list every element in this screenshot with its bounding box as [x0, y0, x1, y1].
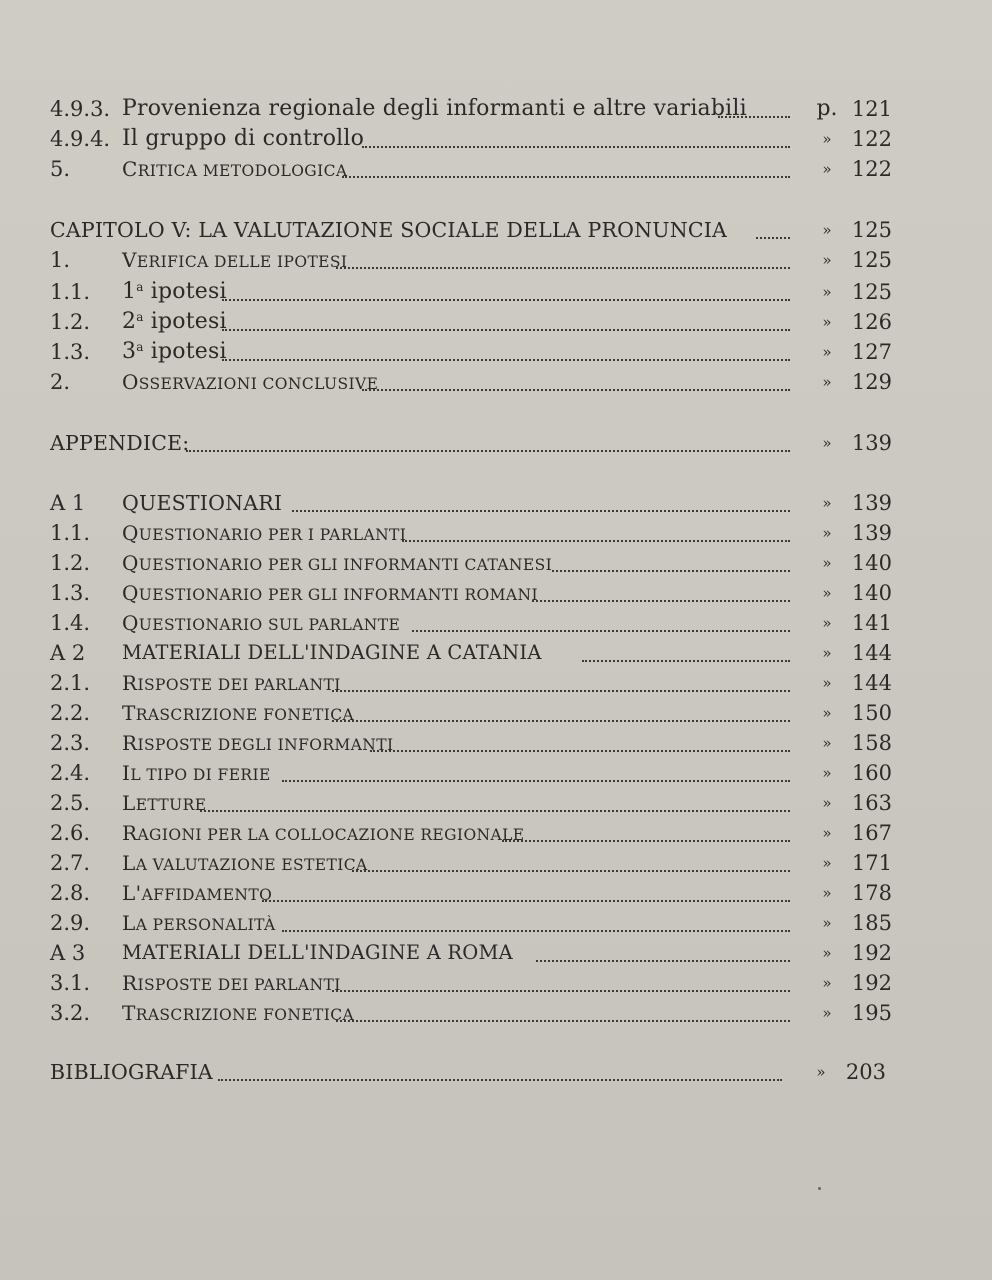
toc-entry: [0, 938, 992, 968]
dot-leader: [536, 938, 790, 962]
entry-number: 5.: [50, 157, 71, 181]
dot-leader: [412, 608, 790, 632]
toc-entry: [0, 608, 992, 638]
page-marker: »: [822, 674, 832, 692]
entry-number: 2.4.: [50, 761, 91, 785]
dot-leader: [370, 728, 790, 752]
entry-title: L'AFFIDAMENTO: [122, 881, 273, 905]
entry-title: OSSERVAZIONI CONCLUSIVE: [122, 370, 379, 394]
entry-title: QUESTIONARIO SUL PARLANTE: [122, 611, 401, 635]
dot-leader: [362, 367, 790, 391]
page-marker: »: [822, 614, 832, 632]
dot-leader: [200, 788, 790, 812]
entry-title: MATERIALI DELL'INDAGINE A CATANIA: [122, 641, 542, 664]
entry-number: 2.: [50, 370, 71, 394]
entry-number: 2.6.: [50, 821, 91, 845]
toc-entry: [0, 578, 992, 608]
page-marker: »: [822, 644, 832, 662]
page-marker: »: [822, 554, 832, 572]
entry-number: A 2: [50, 641, 86, 665]
page-number: 192: [851, 971, 892, 995]
page-number: 144: [851, 641, 892, 665]
page-marker: p.: [816, 96, 838, 121]
toc-entry: [0, 337, 992, 367]
page-number: 139: [851, 431, 892, 455]
entry-title: CRITICA METODOLOGICA: [122, 157, 348, 181]
entry-number: 1.3.: [50, 340, 91, 364]
page-number: 178: [851, 881, 892, 905]
page-number: 160: [851, 761, 892, 785]
page-marker: »: [822, 434, 832, 452]
dot-leader: [552, 548, 790, 572]
toc-entry: [0, 518, 992, 548]
dot-leader: [502, 818, 790, 842]
entry-title: MATERIALI DELL'INDAGINE A ROMA: [122, 941, 513, 964]
page-number: 121: [851, 97, 892, 121]
page-number: 163: [851, 791, 892, 815]
entry-title: 1$^a$ ipotesi: [122, 279, 227, 304]
section-title: APPENDICE:: [50, 431, 190, 455]
toc-entry: [0, 788, 992, 818]
entry-title: Il gruppo di controllo: [122, 126, 365, 151]
page-marker: »: [816, 1063, 826, 1081]
page-marker: »: [822, 884, 832, 902]
entry-title: IL TIPO DI FERIE: [122, 761, 271, 785]
toc-chapter-entry: [0, 215, 992, 245]
section-title: BIBLIOGRAFIA: [50, 1060, 213, 1084]
page-marker: »: [822, 130, 832, 148]
toc-entry: [0, 908, 992, 938]
entry-number: 1.: [50, 248, 71, 272]
entry-title: QUESTIONARIO PER I PARLANTI: [122, 521, 407, 545]
page-marker: »: [822, 494, 832, 512]
page-marker: »: [822, 704, 832, 722]
entry-title: TRASCRIZIONE FONETICA: [122, 1001, 355, 1025]
toc-entry: [0, 668, 992, 698]
entry-title: QUESTIONARI: [122, 491, 283, 515]
page-number: 122: [851, 127, 892, 151]
entry-number: 1.1.: [50, 280, 91, 304]
toc-entry: [0, 698, 992, 728]
dot-leader: [332, 698, 790, 722]
entry-title: 2$^a$ ipotesi: [122, 309, 227, 334]
page-number: 192: [851, 941, 892, 965]
entry-title: RISPOSTE DEI PARLANTI: [122, 971, 341, 995]
dot-leader: [402, 518, 790, 542]
page-marker: »: [822, 313, 832, 331]
page-number: 140: [851, 581, 892, 605]
dot-leader: [222, 277, 790, 301]
page-number: 126: [851, 310, 892, 334]
entry-number: 2.8.: [50, 881, 91, 905]
page-number: 125: [851, 248, 892, 272]
toc-entry: [0, 848, 992, 878]
page-number: 141: [851, 611, 892, 635]
entry-number: A 1: [50, 491, 86, 515]
page-number: 125: [851, 218, 892, 242]
entry-number: 4.9.4.: [50, 127, 111, 151]
chapter-title: CAPITOLO V: LA VALUTAZIONE SOCIALE DELLA PRONUNCIA: [50, 218, 728, 242]
page-number: 129: [851, 370, 892, 394]
dot-leader: [186, 428, 790, 452]
dot-leader: [332, 668, 790, 692]
toc-entry: [0, 94, 992, 124]
toc-entry: [0, 878, 992, 908]
entry-number: 4.9.3.: [50, 97, 111, 121]
page-number: 195: [851, 1001, 892, 1025]
paper-speck: [818, 1187, 821, 1190]
toc-section-entry: [0, 428, 992, 458]
toc-entry: [0, 367, 992, 397]
toc-entry: [0, 638, 992, 668]
entry-number: 2.5.: [50, 791, 91, 815]
entry-number: 1.2.: [50, 310, 91, 334]
page-marker: »: [822, 974, 832, 992]
page-number: 167: [851, 821, 892, 845]
toc-entry: [0, 728, 992, 758]
entry-title: Provenienza regionale degli informanti e altre variabili: [122, 96, 747, 121]
toc-entry: [0, 245, 992, 275]
dot-leader: [352, 848, 790, 872]
page-number: 127: [851, 340, 892, 364]
entry-title: 3$^a$ ipotesi: [122, 339, 227, 364]
page-marker: »: [822, 524, 832, 542]
page-marker: »: [822, 734, 832, 752]
page-marker: »: [822, 343, 832, 361]
page-number: 158: [851, 731, 892, 755]
toc-section-entry: [0, 1057, 992, 1087]
entry-number: 3.1.: [50, 971, 91, 995]
page-marker: »: [822, 251, 832, 269]
entry-title: LA VALUTAZIONE ESTETICA: [122, 851, 368, 875]
entry-title: RAGIONI PER LA COLLOCAZIONE REGIONALE: [122, 821, 525, 845]
entry-number: 3.2.: [50, 1001, 91, 1025]
page-number: 122: [851, 157, 892, 181]
toc-entry: [0, 818, 992, 848]
entry-number: 2.3.: [50, 731, 91, 755]
dot-leader: [362, 124, 790, 148]
toc-entry: [0, 124, 992, 154]
entry-title: LETTURE: [122, 791, 207, 815]
page-marker: »: [822, 160, 832, 178]
page-number: 139: [851, 521, 892, 545]
entry-number: 1.4.: [50, 611, 91, 635]
entry-number: 2.7.: [50, 851, 91, 875]
dot-leader: [292, 488, 790, 512]
dot-leader: [336, 998, 790, 1022]
entry-number: 1.3.: [50, 581, 91, 605]
page-number: 203: [845, 1060, 886, 1084]
page-number: 125: [851, 280, 892, 304]
entry-title: QUESTIONARIO PER GLI INFORMANTI ROMANI: [122, 581, 538, 605]
toc-entry: [0, 758, 992, 788]
dot-leader: [282, 908, 790, 932]
entry-title: TRASCRIZIONE FONETICA: [122, 701, 355, 725]
page-marker: »: [822, 824, 832, 842]
entry-title: QUESTIONARIO PER GLI INFORMANTI CATANESI: [122, 551, 553, 575]
toc-entry: [0, 998, 992, 1028]
page-marker: »: [822, 914, 832, 932]
page-marker: »: [822, 584, 832, 602]
page-number: 140: [851, 551, 892, 575]
dot-leader: [222, 337, 790, 361]
toc-entry: [0, 488, 992, 518]
page-number: 139: [851, 491, 892, 515]
page-marker: »: [822, 283, 832, 301]
entry-number: 1.1.: [50, 521, 91, 545]
entry-number: 1.2.: [50, 551, 91, 575]
page-marker: »: [822, 764, 832, 782]
page-marker: »: [822, 1004, 832, 1022]
entry-number: 2.9.: [50, 911, 91, 935]
page-marker: »: [822, 373, 832, 391]
dot-leader: [218, 1057, 782, 1081]
page-marker: »: [822, 221, 832, 239]
page-number: 144: [851, 671, 892, 695]
dot-leader: [222, 307, 790, 331]
dot-leader: [332, 968, 790, 992]
dot-leader: [532, 578, 790, 602]
toc-entry: [0, 968, 992, 998]
page-marker: »: [822, 944, 832, 962]
entry-number: 2.1.: [50, 671, 91, 695]
dot-leader: [342, 154, 790, 178]
entry-title: RISPOSTE DEGLI INFORMANTI: [122, 731, 394, 755]
dot-leader: [262, 878, 790, 902]
page-number: 150: [851, 701, 892, 725]
toc-entry: [0, 548, 992, 578]
dot-leader: [282, 758, 790, 782]
dot-leader: [582, 638, 790, 662]
dot-leader: [756, 215, 790, 239]
entry-title: RISPOSTE DEI PARLANTI: [122, 671, 341, 695]
entry-title: LA PERSONALITÀ: [122, 911, 276, 935]
entry-title: VERIFICA DELLE IPOTESI: [122, 248, 348, 272]
entry-number: A 3: [50, 941, 86, 965]
page-number: 171: [851, 851, 892, 875]
toc-entry: [0, 154, 992, 184]
page-number: 185: [851, 911, 892, 935]
page-marker: »: [822, 854, 832, 872]
toc-entry: [0, 307, 992, 337]
toc-entry: [0, 277, 992, 307]
dot-leader: [336, 245, 790, 269]
page-marker: »: [822, 794, 832, 812]
entry-number: 2.2.: [50, 701, 91, 725]
